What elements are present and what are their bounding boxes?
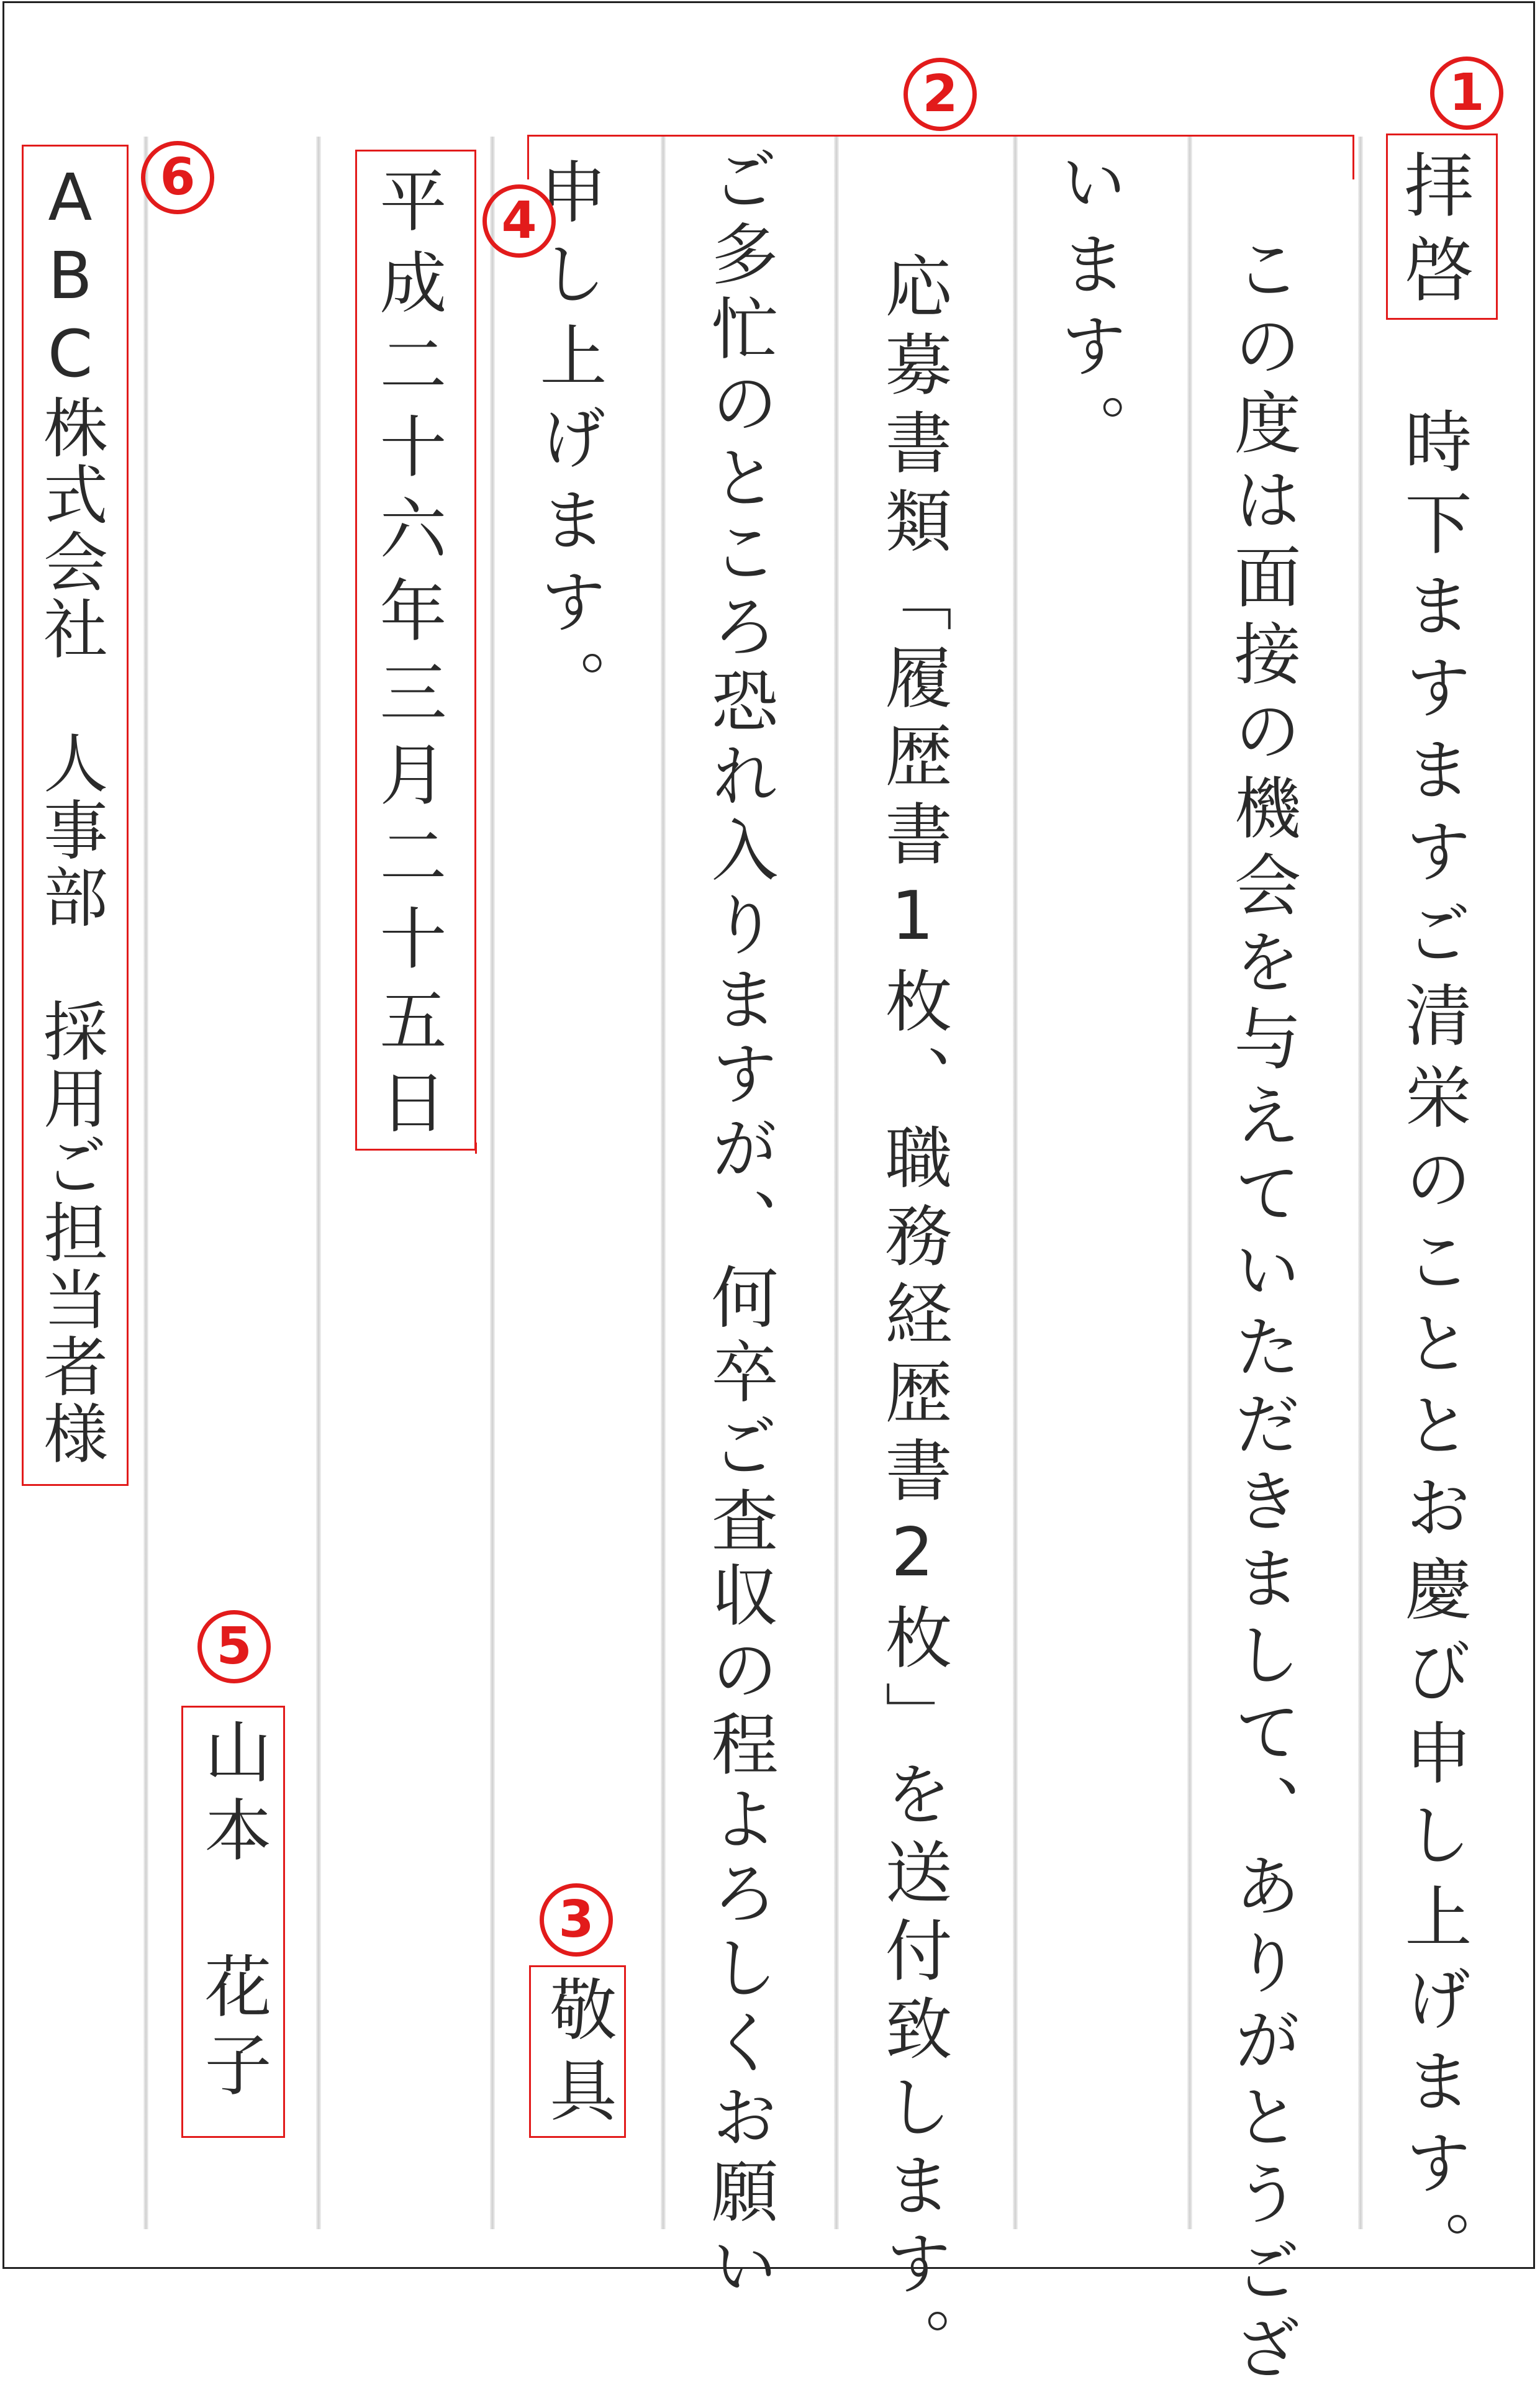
- marker-1: 1: [1430, 57, 1503, 130]
- recipient-address: ABC株式会社 人事部 採用ご担当者様: [32, 160, 108, 1467]
- marker-5: 5: [197, 1610, 271, 1683]
- rule-line: [316, 137, 321, 2229]
- rule-line: [834, 137, 839, 2229]
- body-line-thanks: この度は面接の機会を与えていただきまして、ありがとうござ: [1223, 234, 1300, 2390]
- main-body-bracket: [527, 135, 1354, 179]
- date-highlight-box: [355, 150, 476, 1151]
- marker-4: 4: [482, 184, 556, 258]
- body-line-request-end: 申し上げます。: [528, 157, 606, 731]
- rule-line: [1187, 137, 1192, 2229]
- sender-highlight-box: [181, 1706, 285, 2138]
- body-line-documents: 応募書類「履歴書1枚、職務経歴書2枚」を送付致します。: [874, 251, 951, 2385]
- body-line-thanks-end: います。: [1049, 147, 1126, 475]
- rule-line: [490, 137, 495, 2229]
- marker-2: 2: [904, 58, 977, 131]
- body-line-request: ご多忙のところ恐れ入りますが、何卒ご査収の程よろしくお願い: [700, 145, 777, 2306]
- letter-sheet: [2, 1, 1535, 2390]
- sender-name: 山本 花子: [193, 1717, 271, 2108]
- closing-highlight-box: [529, 1965, 626, 2138]
- date-box-tick: [475, 1143, 477, 1154]
- seasonal-greeting: 時下ますますご清栄のこととお慶び申し上げます。: [1393, 407, 1471, 2292]
- letter-date: 平成二十六年三月二十五日: [368, 166, 446, 1149]
- rule-line: [1358, 137, 1363, 2229]
- closing-word: 敬具: [538, 1975, 616, 2136]
- marker-6: 6: [141, 141, 214, 214]
- rule-line: [661, 137, 666, 2229]
- opening-greeting: 拝啓: [1393, 149, 1474, 318]
- rule-line: [143, 137, 148, 2229]
- opening-highlight-box: [1386, 134, 1498, 320]
- rule-line: [1013, 137, 1018, 2229]
- marker-3: 3: [540, 1883, 613, 1957]
- recipient-highlight-box: [22, 145, 129, 1486]
